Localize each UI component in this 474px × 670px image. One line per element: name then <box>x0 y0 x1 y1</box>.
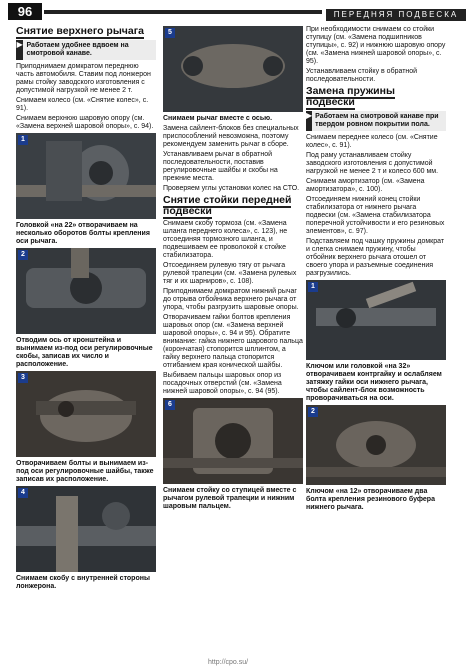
paragraph: Подставляем под чашку пружины домкрат и слегка снимаем пружину, чтобы отбойник верхнего рычага отошел от своего упора и разъемные соединения разгрузились. <box>306 238 445 277</box>
heading-remove-upper-arm: Снятие верхнего рычага <box>16 25 144 37</box>
paragraph: Приподнимаем домкратом нижний рычаг до отрыва отбойника верхнего рычага от упора, чтобы разгрузить шаровые опоры. <box>163 288 299 311</box>
photo-step-3 <box>16 371 156 457</box>
paragraph: Под раму устанавливаем стойку заводского изготовления с допустимой нагрузкой не менее 2 т и колесо 600 мм. <box>306 152 439 175</box>
paragraph: Устанавливаем стойку в обратной последовательности. <box>306 68 418 83</box>
photo-spring-step-1 <box>306 280 446 360</box>
step-badge: 3 <box>18 373 28 383</box>
header-rule <box>44 10 322 14</box>
caption: Ключом или головкой «на 32» отворачиваем контргайку и ослабляем затяжку гайки оси нижнего рычага, чтобы сайлент-блок возможность проворачиваться на оси. <box>306 363 442 402</box>
paragraph: Снимаем верхнюю шаровую опору (см. «Замена верхней шаровой опоры», с. 94). <box>16 115 154 130</box>
paragraph: Выбиваем пальцы шаровых опор из посадочных отверстий (см. «Замена нижней шаровой опоры», с. 94 (95). <box>163 372 282 395</box>
paragraph: Снимаем скобу тормоза (см. «Замена шланга переднего колеса», с. 123), не отсоединяя тормозного шланга, и подвешиваем ее проволокой к стойке стабилизатора. <box>163 220 288 259</box>
paragraph: Снимаем амортизатор (см. «Замена амортизатора», с. 100). <box>306 178 425 193</box>
step-badge: 2 <box>18 250 28 260</box>
photo-step-4 <box>16 486 156 572</box>
paragraph: Снимаем переднее колесо (см. «Снятие колес», с. 91). <box>306 134 438 149</box>
paragraph: При необходимости снимаем со стойки ступицу (см. «Замена подшипников ступицы», с. 92) и нижнюю шаровую опору (см. «Замена нижней шаровой опоры», с. 95). <box>306 26 446 65</box>
heading-remove-strut: Снятие стойки передней подвески <box>163 194 292 217</box>
paragraph: Отсоединяем рулевую тягу от рычага рулевой трапеции (см. «Замена рулевых тяг и их шарниров», с. 108). <box>163 262 297 285</box>
paragraph: Приподнимаем домкратом переднюю часть автомобиля. Ставим под лонжерон рамы стойку заводского изготовления с допустимой нагрузкой не менее 2 т. <box>16 63 151 94</box>
caption: Снимаем скобу с внутренней стороны лонжерона. <box>16 575 150 590</box>
section-title: ПЕРЕДНЯЯ ПОДВЕСКА <box>326 9 466 21</box>
caption: Головкой «на 22» отворачиваем на несколько оборотов болты крепления оси рычага. <box>16 222 150 245</box>
paragraph: Устанавливаем рычаг в обратной последовательности, поставив регулировочные шайбы и скобы на прежние места. <box>163 151 278 182</box>
caption: Отворачиваем болты и вынимаем из-под оси регулировочные шайбы, также записав их расположение. <box>16 460 154 483</box>
paragraph: Проверяем углы установки колес на СТО. <box>163 185 300 192</box>
photo-step-2 <box>16 248 156 334</box>
column-1 <box>16 26 156 593</box>
tip-callout: ▶ Работаем удобнее вдвоем на смотровой канаве. <box>16 40 156 60</box>
step-badge: 5 <box>165 28 175 38</box>
step-badge: 1 <box>18 135 28 145</box>
caption: Отводим ось от кронштейна и вынимаем из-под оси регулировочные скобы, записав их число и расположение. <box>16 337 153 368</box>
arrow-icon: ▶ <box>306 111 312 131</box>
photo-spring-step-2 <box>306 405 446 485</box>
column-3 <box>306 26 446 514</box>
paragraph: Замена сайлент-блоков без специальных приспособлений невозможна, поэтому рекомендуем заменить рычаг в сборе. <box>163 125 299 148</box>
tip-callout: ▶ Работаем на смотровой канаве при твердом ровном покрытии пола. <box>306 111 446 131</box>
step-badge: 1 <box>308 282 318 292</box>
arrow-icon: ▶ <box>16 40 23 60</box>
page-number: 96 <box>8 3 42 20</box>
photo-step-5 <box>163 26 303 112</box>
page-header <box>0 0 474 22</box>
caption: Снимаем рычаг вместе с осью. <box>163 115 273 122</box>
photo-step-1 <box>16 133 156 219</box>
paragraph: Снимаем колесо (см. «Снятие колес», с. 91). <box>16 97 149 112</box>
step-badge: 6 <box>165 400 175 410</box>
caption: Снимаем стойку со ступицей вместе с рычагом рулевой трапеции и нижним шаровым пальцем. <box>163 487 297 510</box>
caption: Ключом «на 12» отворачиваем два болта крепления резинового буфера нижнего рычага. <box>306 488 435 511</box>
photo-step-6 <box>163 398 303 484</box>
step-badge: 4 <box>18 488 28 498</box>
paragraph: Отворачиваем гайки болтов крепления шаровых опор (см. «Замена верхней шаровой опоры», с. 94 и 95). Обратите внимание: гайка нижнего шарового пальца (корончатая) стопорится шплинтом, а гайку верхнего пальца стопорится отгибанием края конической шайбы. <box>163 314 303 369</box>
column-2 <box>163 26 303 513</box>
heading-replace-spring: Замена пружины подвески <box>306 85 395 108</box>
footer-watermark: http://cpo.su/ <box>208 659 249 666</box>
paragraph: Отсоединяем нижний конец стойки стабилизатора от нижнего рычага подвески (см. «Замена стабилизатора поперечной устойчивости и его резиновых элементов», с. 97). <box>306 196 445 235</box>
step-badge: 2 <box>308 407 318 417</box>
